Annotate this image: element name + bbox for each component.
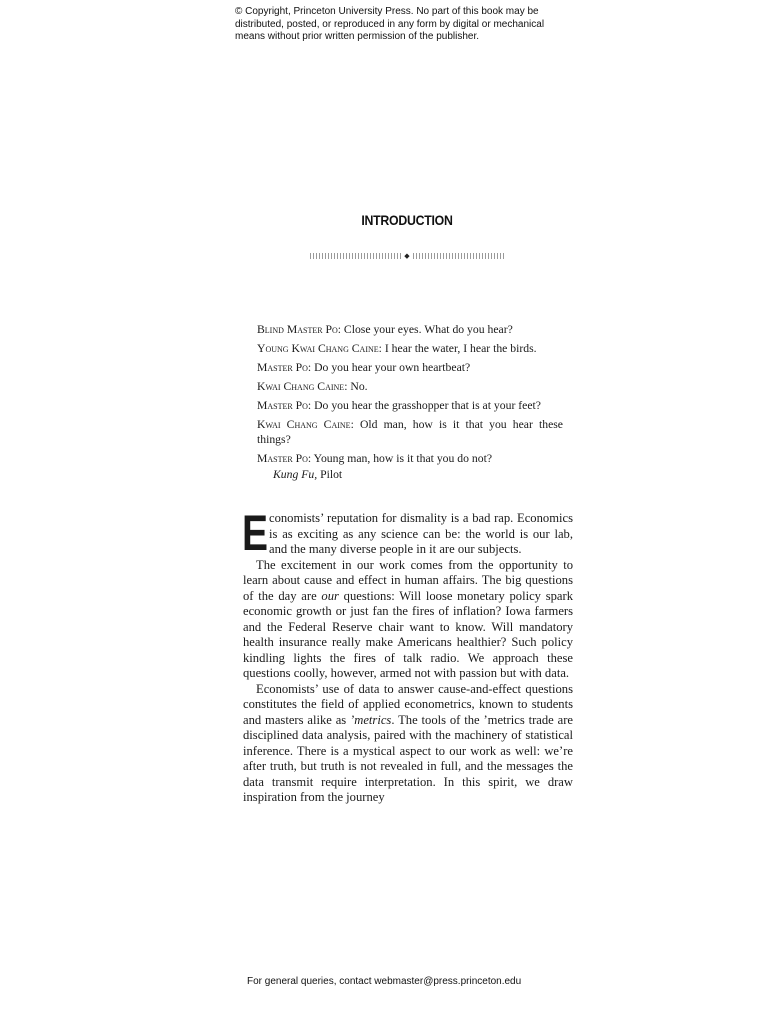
ornament-rule-left	[310, 253, 402, 259]
epigraph-text: Do you hear your own heartbeat?	[311, 361, 471, 374]
paragraph-2-text-b: questions: Will loose monetary policy spark economic growth or just fan the fires of inflation? Iowa farmers and the Federal Reserve chair want to know. Will mandatory health insurance really make Americans healthier? Such policy kindling lights the fires of talk radio. We approach these questions coolly, however, armed not with passion but with data.	[243, 588, 573, 680]
epigraph-speaker: Master Po:	[257, 399, 312, 412]
ornament-diamond-icon: ◆	[404, 251, 410, 260]
epigraph-text: No.	[347, 380, 368, 393]
epigraph-line	[257, 451, 563, 466]
epigraph-speaker: Blind Master Po:	[257, 323, 341, 336]
epigraph-line	[257, 322, 563, 337]
epigraph-text: Do you hear the grasshopper that is at your feet?	[311, 399, 541, 412]
attribution-work: Kung Fu,	[273, 468, 318, 481]
paragraph-2	[243, 558, 573, 682]
drop-cap: E	[242, 505, 269, 561]
epigraph-speaker: Kwai Chang Caine:	[257, 380, 348, 393]
body-text	[242, 505, 573, 806]
title-ornament	[310, 252, 504, 260]
paragraph-3-text-a: Economists’ use of data to answer cause-and-effect questions constitutes the field of applied econometrics, known to students and masters alike as	[243, 681, 573, 727]
paragraph-3	[243, 682, 573, 806]
attribution-detail: Pilot	[317, 468, 343, 481]
paragraph-1-text: conomists’ reputation for dismality is a bad rap. Economics is as exciting as any science can be: the world is our lab, and the many diverse people in it are our subjects.	[269, 511, 573, 556]
epigraph-attribution	[257, 467, 563, 482]
ornament-rule-right	[413, 253, 505, 259]
epigraph-text: I hear the water, I hear the birds.	[381, 342, 537, 355]
epigraph-line	[257, 379, 563, 394]
paragraph-3-emphasis: ’metrics	[350, 712, 392, 727]
paragraph-2-text-a: The excitement in our work comes from the opportunity to learn about cause and effect in human affairs. The big questions of the day are	[243, 557, 573, 603]
epigraph-text: Young man, how is it that you do not?	[311, 452, 493, 465]
copyright-notice: © Copyright, Princeton University Press. No part of this book may be distributed, posted, or reproduced in any form by digital or mechanical means without prior written permission of the publisher.	[235, 6, 545, 42]
epigraph-line	[257, 417, 563, 447]
epigraph	[257, 322, 563, 482]
footer-contact: For general queries, contact webmaster@press.princeton.edu	[247, 976, 522, 987]
epigraph-text: Old man, how is it that you hear these things?	[257, 418, 563, 446]
epigraph-speaker: Young Kwai Chang Caine:	[257, 342, 382, 355]
epigraph-speaker: Kwai Chang Caine:	[257, 418, 354, 431]
chapter-title: INTRODUCTION	[361, 212, 453, 228]
epigraph-text: Close your eyes. What do you hear?	[341, 323, 513, 336]
epigraph-line	[257, 360, 563, 375]
paragraph-1	[242, 505, 573, 561]
epigraph-speaker: Master Po:	[257, 452, 312, 465]
epigraph-line	[257, 398, 563, 413]
epigraph-speaker: Master Po:	[257, 361, 312, 374]
epigraph-line	[257, 341, 563, 356]
paragraph-3-text-b: . The tools of the ’metrics trade are disciplined data analysis, paired with the machinery of statistical inference. There is a mystical aspect to our work as well: we’re after truth, but truth is not revealed in full, and the messages the data transmit require interpretation. In this spirit, we draw inspiration from the journey	[243, 712, 573, 804]
paragraph-2-emphasis: our	[321, 588, 339, 603]
